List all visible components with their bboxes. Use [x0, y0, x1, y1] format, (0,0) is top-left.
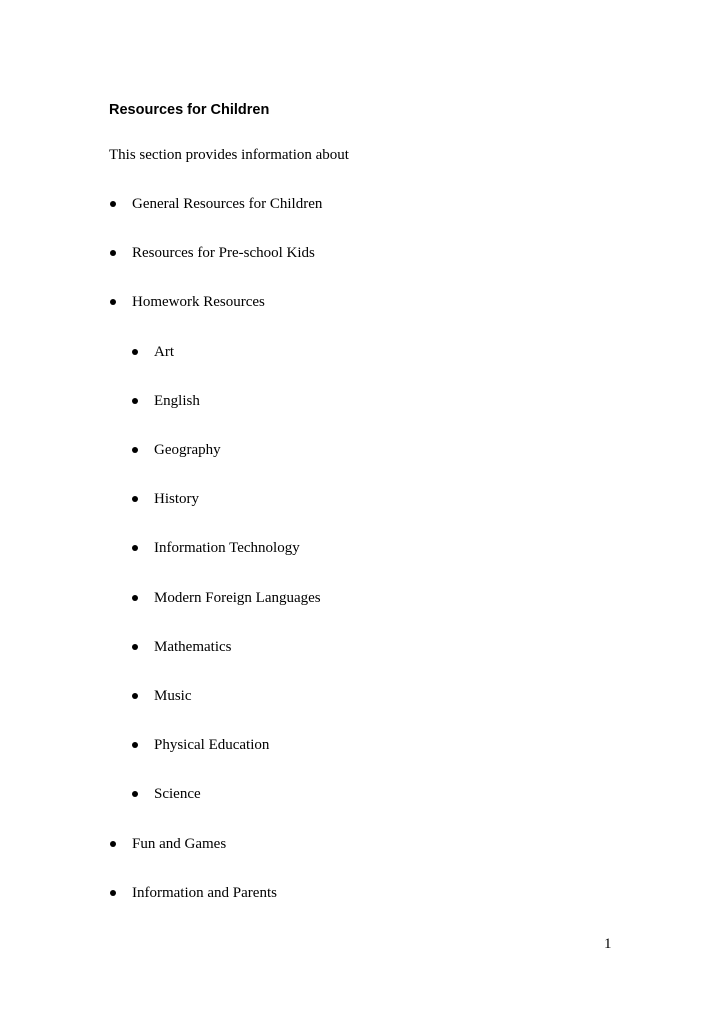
list-item-label: Geography: [154, 442, 221, 458]
list-item-label: Modern Foreign Languages: [154, 590, 321, 606]
list-item-label: Fun and Games: [132, 836, 227, 852]
bullet-icon: [132, 644, 138, 650]
intro-text: This section provides information about: [109, 147, 349, 163]
page-number: 1: [604, 936, 612, 952]
bullet-icon: [110, 201, 116, 207]
bullet-icon: [132, 447, 138, 453]
section-heading: Resources for Children: [109, 102, 270, 118]
list-item-label: Information Technology: [154, 540, 300, 556]
list-item-label: Mathematics: [154, 639, 232, 655]
list-item-label: Information and Parents: [132, 885, 277, 901]
bullet-icon: [110, 250, 116, 256]
list-item-label: Resources for Pre-school Kids: [132, 245, 315, 261]
bullet-icon: [110, 841, 116, 847]
bullet-icon: [132, 349, 138, 355]
list-item-label: General Resources for Children: [132, 196, 323, 212]
bullet-icon: [110, 299, 116, 305]
list-item-label: Physical Education: [154, 737, 270, 753]
list-item-label: Music: [154, 688, 192, 704]
list-item-label: Homework Resources: [132, 294, 265, 310]
bullet-icon: [132, 398, 138, 404]
bullet-icon: [132, 791, 138, 797]
bullet-icon: [132, 693, 138, 699]
bullet-icon: [132, 545, 138, 551]
list-item-label: Science: [154, 786, 201, 802]
bullet-icon: [132, 742, 138, 748]
list-item-label: Art: [154, 344, 174, 360]
list-item-label: History: [154, 491, 199, 507]
bullet-icon: [132, 595, 138, 601]
bullet-icon: [110, 890, 116, 896]
bullet-icon: [132, 496, 138, 502]
list-item-label: English: [154, 393, 200, 409]
